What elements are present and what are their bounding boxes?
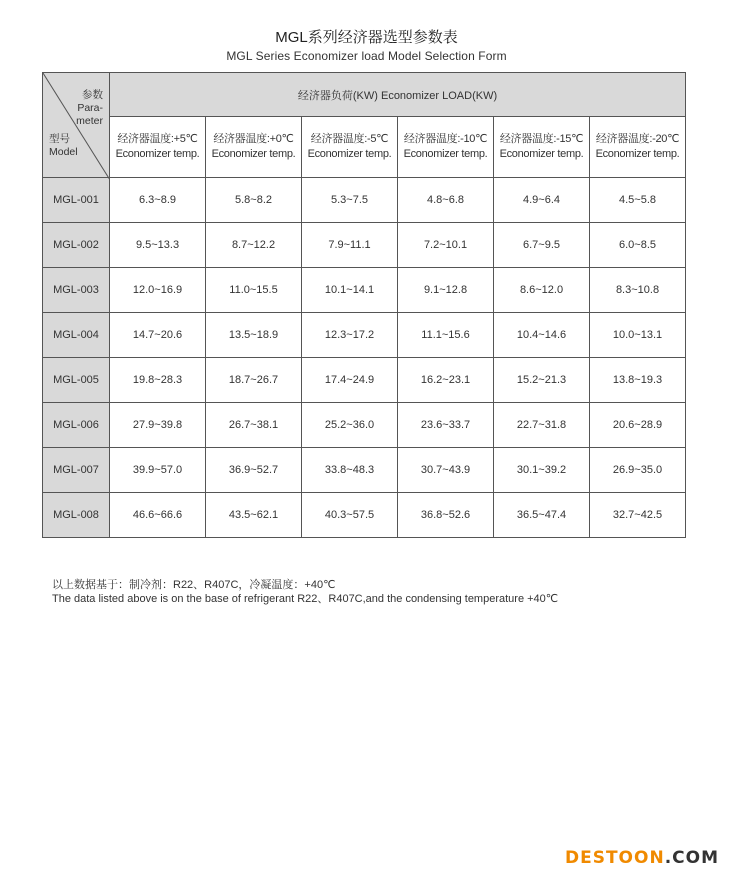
load-group-header: 经济器负荷(KW) Economizer LOAD(KW) bbox=[110, 73, 686, 117]
table-row bbox=[43, 178, 686, 223]
value-cell: 5.3~7.5 bbox=[302, 178, 398, 223]
value-cell: 16.2~23.1 bbox=[398, 358, 494, 403]
value-cell: 33.8~48.3 bbox=[302, 448, 398, 493]
footnote-cn: 以上数据基于：制冷剂：R22、R407C，冷凝温度：+40℃ bbox=[52, 579, 336, 591]
corner-param-label bbox=[76, 89, 103, 128]
value-cell: 10.1~14.1 bbox=[302, 268, 398, 313]
value-cell: 12.3~17.2 bbox=[302, 313, 398, 358]
value-cell: 13.8~19.3 bbox=[590, 358, 686, 403]
value-cell: 4.9~6.4 bbox=[494, 178, 590, 223]
value-cell: 10.4~14.6 bbox=[494, 313, 590, 358]
column-header-row bbox=[43, 117, 686, 178]
corner-model-en: Model bbox=[49, 146, 78, 158]
value-cell: 8.7~12.2 bbox=[206, 223, 302, 268]
watermark-brand: DESTOON bbox=[564, 848, 665, 868]
table-row bbox=[43, 403, 686, 448]
value-cell: 4.8~6.8 bbox=[398, 178, 494, 223]
corner-model-label bbox=[49, 133, 78, 159]
value-cell: 4.5~5.8 bbox=[590, 178, 686, 223]
column-header-en: Economizer temp. bbox=[115, 148, 200, 160]
model-cell: MGL-002 bbox=[43, 223, 110, 268]
corner-param-en-2: meter bbox=[76, 115, 103, 127]
table-row bbox=[43, 268, 686, 313]
value-cell: 26.9~35.0 bbox=[590, 448, 686, 493]
value-cell: 26.7~38.1 bbox=[206, 403, 302, 448]
value-cell: 32.7~42.5 bbox=[590, 493, 686, 538]
corner-param-cn: 参数 bbox=[82, 89, 103, 101]
value-cell: 20.6~28.9 bbox=[590, 403, 686, 448]
footnote-en: The data listed above is on the base of refrigerant R22、R407C,and the condensing temperature +40℃ bbox=[52, 593, 559, 605]
value-cell: 30.1~39.2 bbox=[494, 448, 590, 493]
column-header-cn: 经济器温度:-5℃ bbox=[310, 133, 389, 145]
value-cell: 15.2~21.3 bbox=[494, 358, 590, 403]
page-title-en: MGL Series Economizer load Model Selection Form bbox=[226, 49, 507, 63]
corner-model-cn: 型号 bbox=[49, 133, 70, 145]
column-header-en: Economizer temp. bbox=[403, 148, 488, 160]
value-cell: 7.2~10.1 bbox=[398, 223, 494, 268]
value-cell: 11.0~15.5 bbox=[206, 268, 302, 313]
column-header-cn: 经济器温度:-20℃ bbox=[595, 133, 680, 145]
value-cell: 8.6~12.0 bbox=[494, 268, 590, 313]
value-cell: 12.0~16.9 bbox=[110, 268, 206, 313]
value-cell: 6.0~8.5 bbox=[590, 223, 686, 268]
value-cell: 18.7~26.7 bbox=[206, 358, 302, 403]
column-header bbox=[494, 117, 590, 178]
column-header-en: Economizer temp. bbox=[595, 148, 680, 160]
model-cell: MGL-004 bbox=[43, 313, 110, 358]
model-cell: MGL-006 bbox=[43, 403, 110, 448]
value-cell: 40.3~57.5 bbox=[302, 493, 398, 538]
table-body bbox=[43, 178, 686, 538]
value-cell: 11.1~15.6 bbox=[398, 313, 494, 358]
value-cell: 6.7~9.5 bbox=[494, 223, 590, 268]
value-cell: 8.3~10.8 bbox=[590, 268, 686, 313]
column-header bbox=[590, 117, 686, 178]
value-cell: 36.5~47.4 bbox=[494, 493, 590, 538]
column-header bbox=[206, 117, 302, 178]
column-header-cn: 经济器温度:-10℃ bbox=[403, 133, 488, 145]
table-row bbox=[43, 358, 686, 403]
model-cell: MGL-005 bbox=[43, 358, 110, 403]
value-cell: 27.9~39.8 bbox=[110, 403, 206, 448]
page-title-cn: MGL系列经济器选型参数表 bbox=[275, 29, 458, 46]
value-cell: 9.5~13.3 bbox=[110, 223, 206, 268]
value-cell: 19.8~28.3 bbox=[110, 358, 206, 403]
value-cell: 36.9~52.7 bbox=[206, 448, 302, 493]
value-cell: 13.5~18.9 bbox=[206, 313, 302, 358]
watermark-tld: .COM bbox=[664, 848, 719, 868]
corner-param-en-1: Para- bbox=[77, 102, 103, 114]
column-header-en: Economizer temp. bbox=[307, 148, 392, 160]
value-cell: 6.3~8.9 bbox=[110, 178, 206, 223]
selection-table bbox=[42, 72, 686, 538]
column-header-en: Economizer temp. bbox=[499, 148, 584, 160]
value-cell: 7.9~11.1 bbox=[302, 223, 398, 268]
footnote bbox=[52, 578, 558, 606]
value-cell: 14.7~20.6 bbox=[110, 313, 206, 358]
value-cell: 30.7~43.9 bbox=[398, 448, 494, 493]
value-cell: 10.0~13.1 bbox=[590, 313, 686, 358]
model-cell: MGL-003 bbox=[43, 268, 110, 313]
value-cell: 36.8~52.6 bbox=[398, 493, 494, 538]
column-header-cn: 经济器温度:+5℃ bbox=[117, 133, 198, 145]
value-cell: 5.8~8.2 bbox=[206, 178, 302, 223]
model-cell: MGL-001 bbox=[43, 178, 110, 223]
value-cell: 39.9~57.0 bbox=[110, 448, 206, 493]
watermark-logo bbox=[565, 848, 719, 868]
column-header bbox=[398, 117, 494, 178]
value-cell: 43.5~62.1 bbox=[206, 493, 302, 538]
column-header-en: Economizer temp. bbox=[211, 148, 296, 160]
table-row bbox=[43, 313, 686, 358]
model-cell: MGL-007 bbox=[43, 448, 110, 493]
value-cell: 46.6~66.6 bbox=[110, 493, 206, 538]
value-cell: 9.1~12.8 bbox=[398, 268, 494, 313]
value-cell: 17.4~24.9 bbox=[302, 358, 398, 403]
column-header-cn: 经济器温度:-15℃ bbox=[499, 133, 584, 145]
table-row bbox=[43, 448, 686, 493]
model-cell: MGL-008 bbox=[43, 493, 110, 538]
corner-header-cell bbox=[43, 73, 110, 178]
column-header bbox=[110, 117, 206, 178]
column-header-cn: 经济器温度:+0℃ bbox=[213, 133, 294, 145]
column-header bbox=[302, 117, 398, 178]
table-row bbox=[43, 223, 686, 268]
value-cell: 22.7~31.8 bbox=[494, 403, 590, 448]
value-cell: 23.6~33.7 bbox=[398, 403, 494, 448]
table-row bbox=[43, 493, 686, 538]
value-cell: 25.2~36.0 bbox=[302, 403, 398, 448]
